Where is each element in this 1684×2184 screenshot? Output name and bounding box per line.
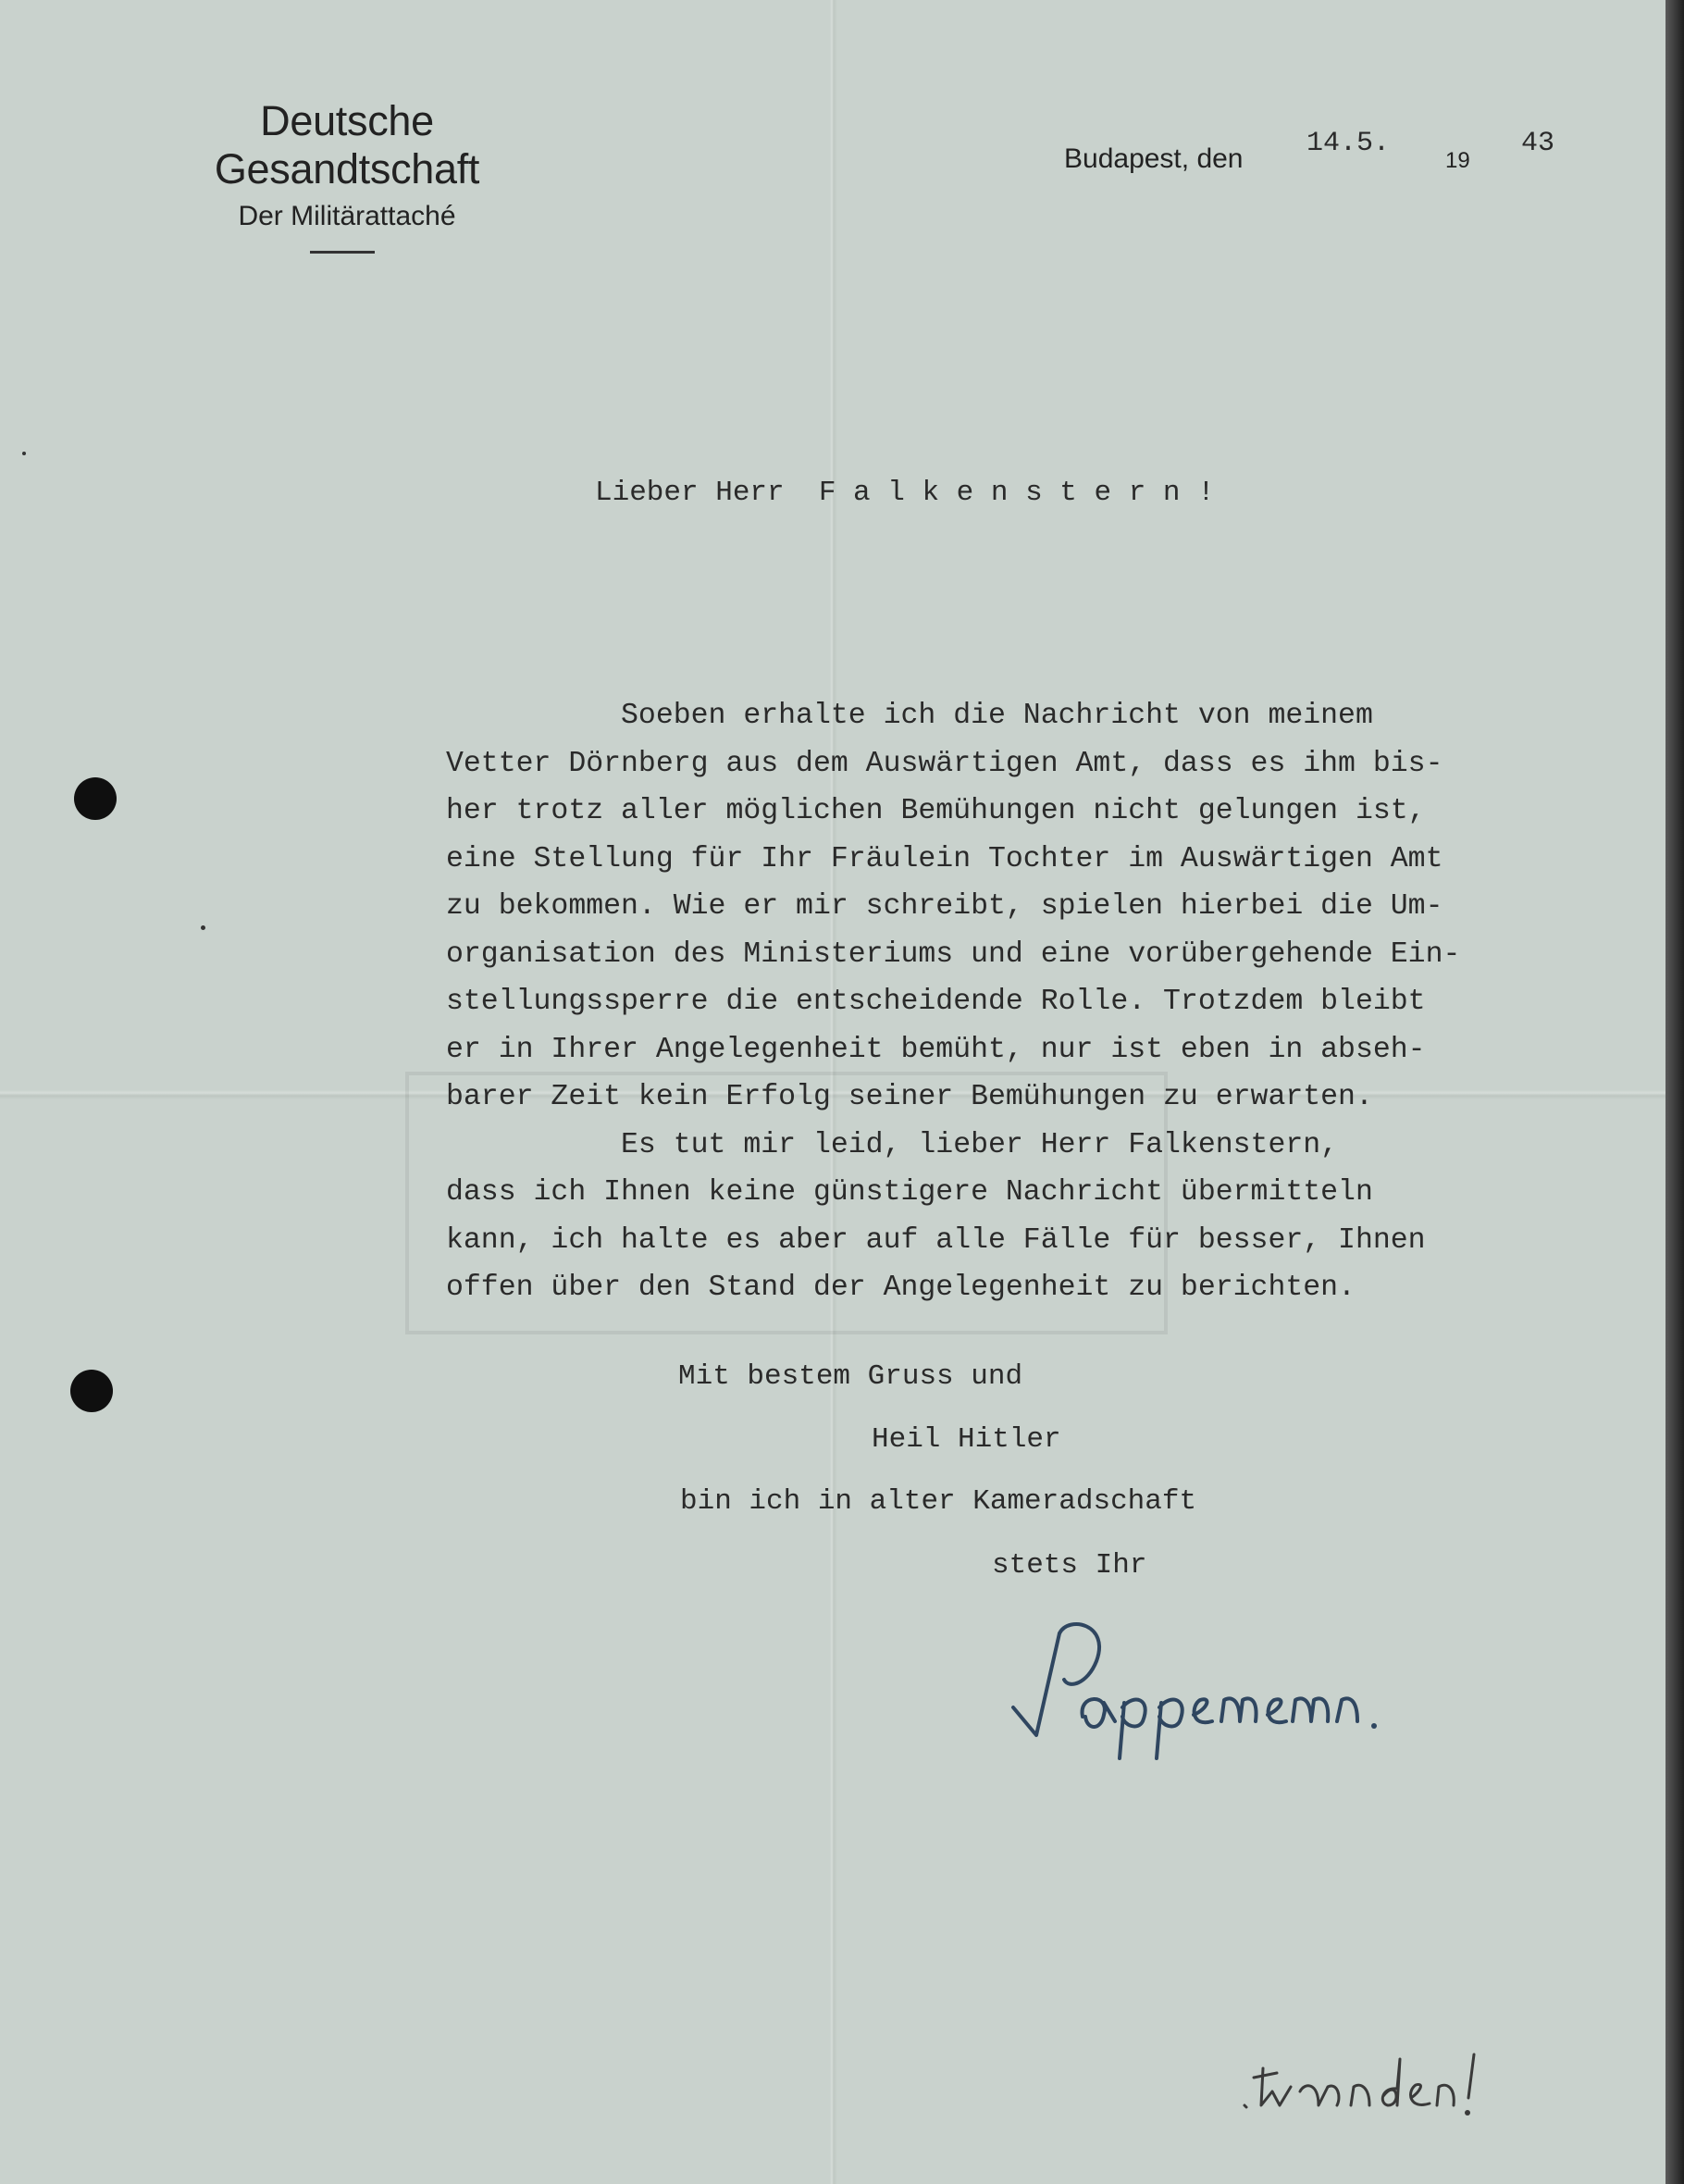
punch-hole (74, 777, 117, 820)
body-line: her trotz aller möglichen Bemühungen nicht gelungen ist, (446, 795, 1426, 827)
body-line: zu bekommen. Wie er mir schreibt, spielen hierbei die Um- (446, 890, 1443, 923)
closing-line-4: stets Ihr (992, 1549, 1147, 1582)
closing-line-3: bin ich in alter Kameradschaft (680, 1485, 1197, 1518)
paper-speck (22, 452, 26, 455)
body-line: organisation des Ministeriums und eine vorübergehende Ein- (446, 937, 1461, 971)
body-line: offen über den Stand der Angelegenheit zu berichten. (446, 1272, 1356, 1304)
scan-edge (1665, 0, 1684, 2184)
paper-speck (201, 925, 205, 930)
body-line: er in Ihrer Angelegenheit bemüht, nur ist eben in abseh- (446, 1033, 1426, 1066)
body-line: Vetter Dörnberg aus dem Auswärtigen Amt, dass es ihm bis- (446, 747, 1443, 780)
punch-hole (70, 1370, 113, 1412)
letterhead-organization: Deutsche Gesandtschaft (214, 97, 480, 192)
body-line: kann, ich halte es aber auf alle Fälle für besser, Ihnen (446, 1223, 1426, 1257)
date-year: 43 (1521, 128, 1555, 159)
letterhead-rule (310, 251, 375, 254)
date-day-month: 14.5. (1306, 128, 1391, 159)
signature-image (995, 1606, 1383, 1763)
dateline-place: Budapest, den (1064, 143, 1244, 174)
date-century: 19 (1445, 148, 1470, 173)
handwritten-note-image (1235, 2041, 1494, 2133)
letterhead-department: Der Militärattaché (238, 201, 456, 231)
body-line: Es tut mir leid, lieber Herr Falkenstern, (446, 1128, 1339, 1161)
letterhead (125, 97, 569, 254)
faint-stamp-ghost (398, 1064, 1175, 1342)
body-line: dass ich Ihnen keine günstigere Nachricht übermitteln (446, 1176, 1373, 1209)
body-line: Soeben erhalte ich die Nachricht von meinem (446, 700, 1373, 732)
closing-line-1: Mit bestem Gruss und (678, 1360, 1023, 1393)
closing-line-2: Heil Hitler (872, 1423, 1061, 1456)
body-line: barer Zeit kein Erfolg seiner Bemühungen zu erwarten. (446, 1081, 1373, 1113)
body-line: eine Stellung für Ihr Fräulein Tochter im Auswärtigen Amt (446, 842, 1443, 875)
body-line: stellungssperre die entscheidende Rolle. Trotzdem bleibt (446, 986, 1426, 1018)
salutation: Lieber Herr F a l k e n s t e r n ! (595, 477, 1215, 509)
